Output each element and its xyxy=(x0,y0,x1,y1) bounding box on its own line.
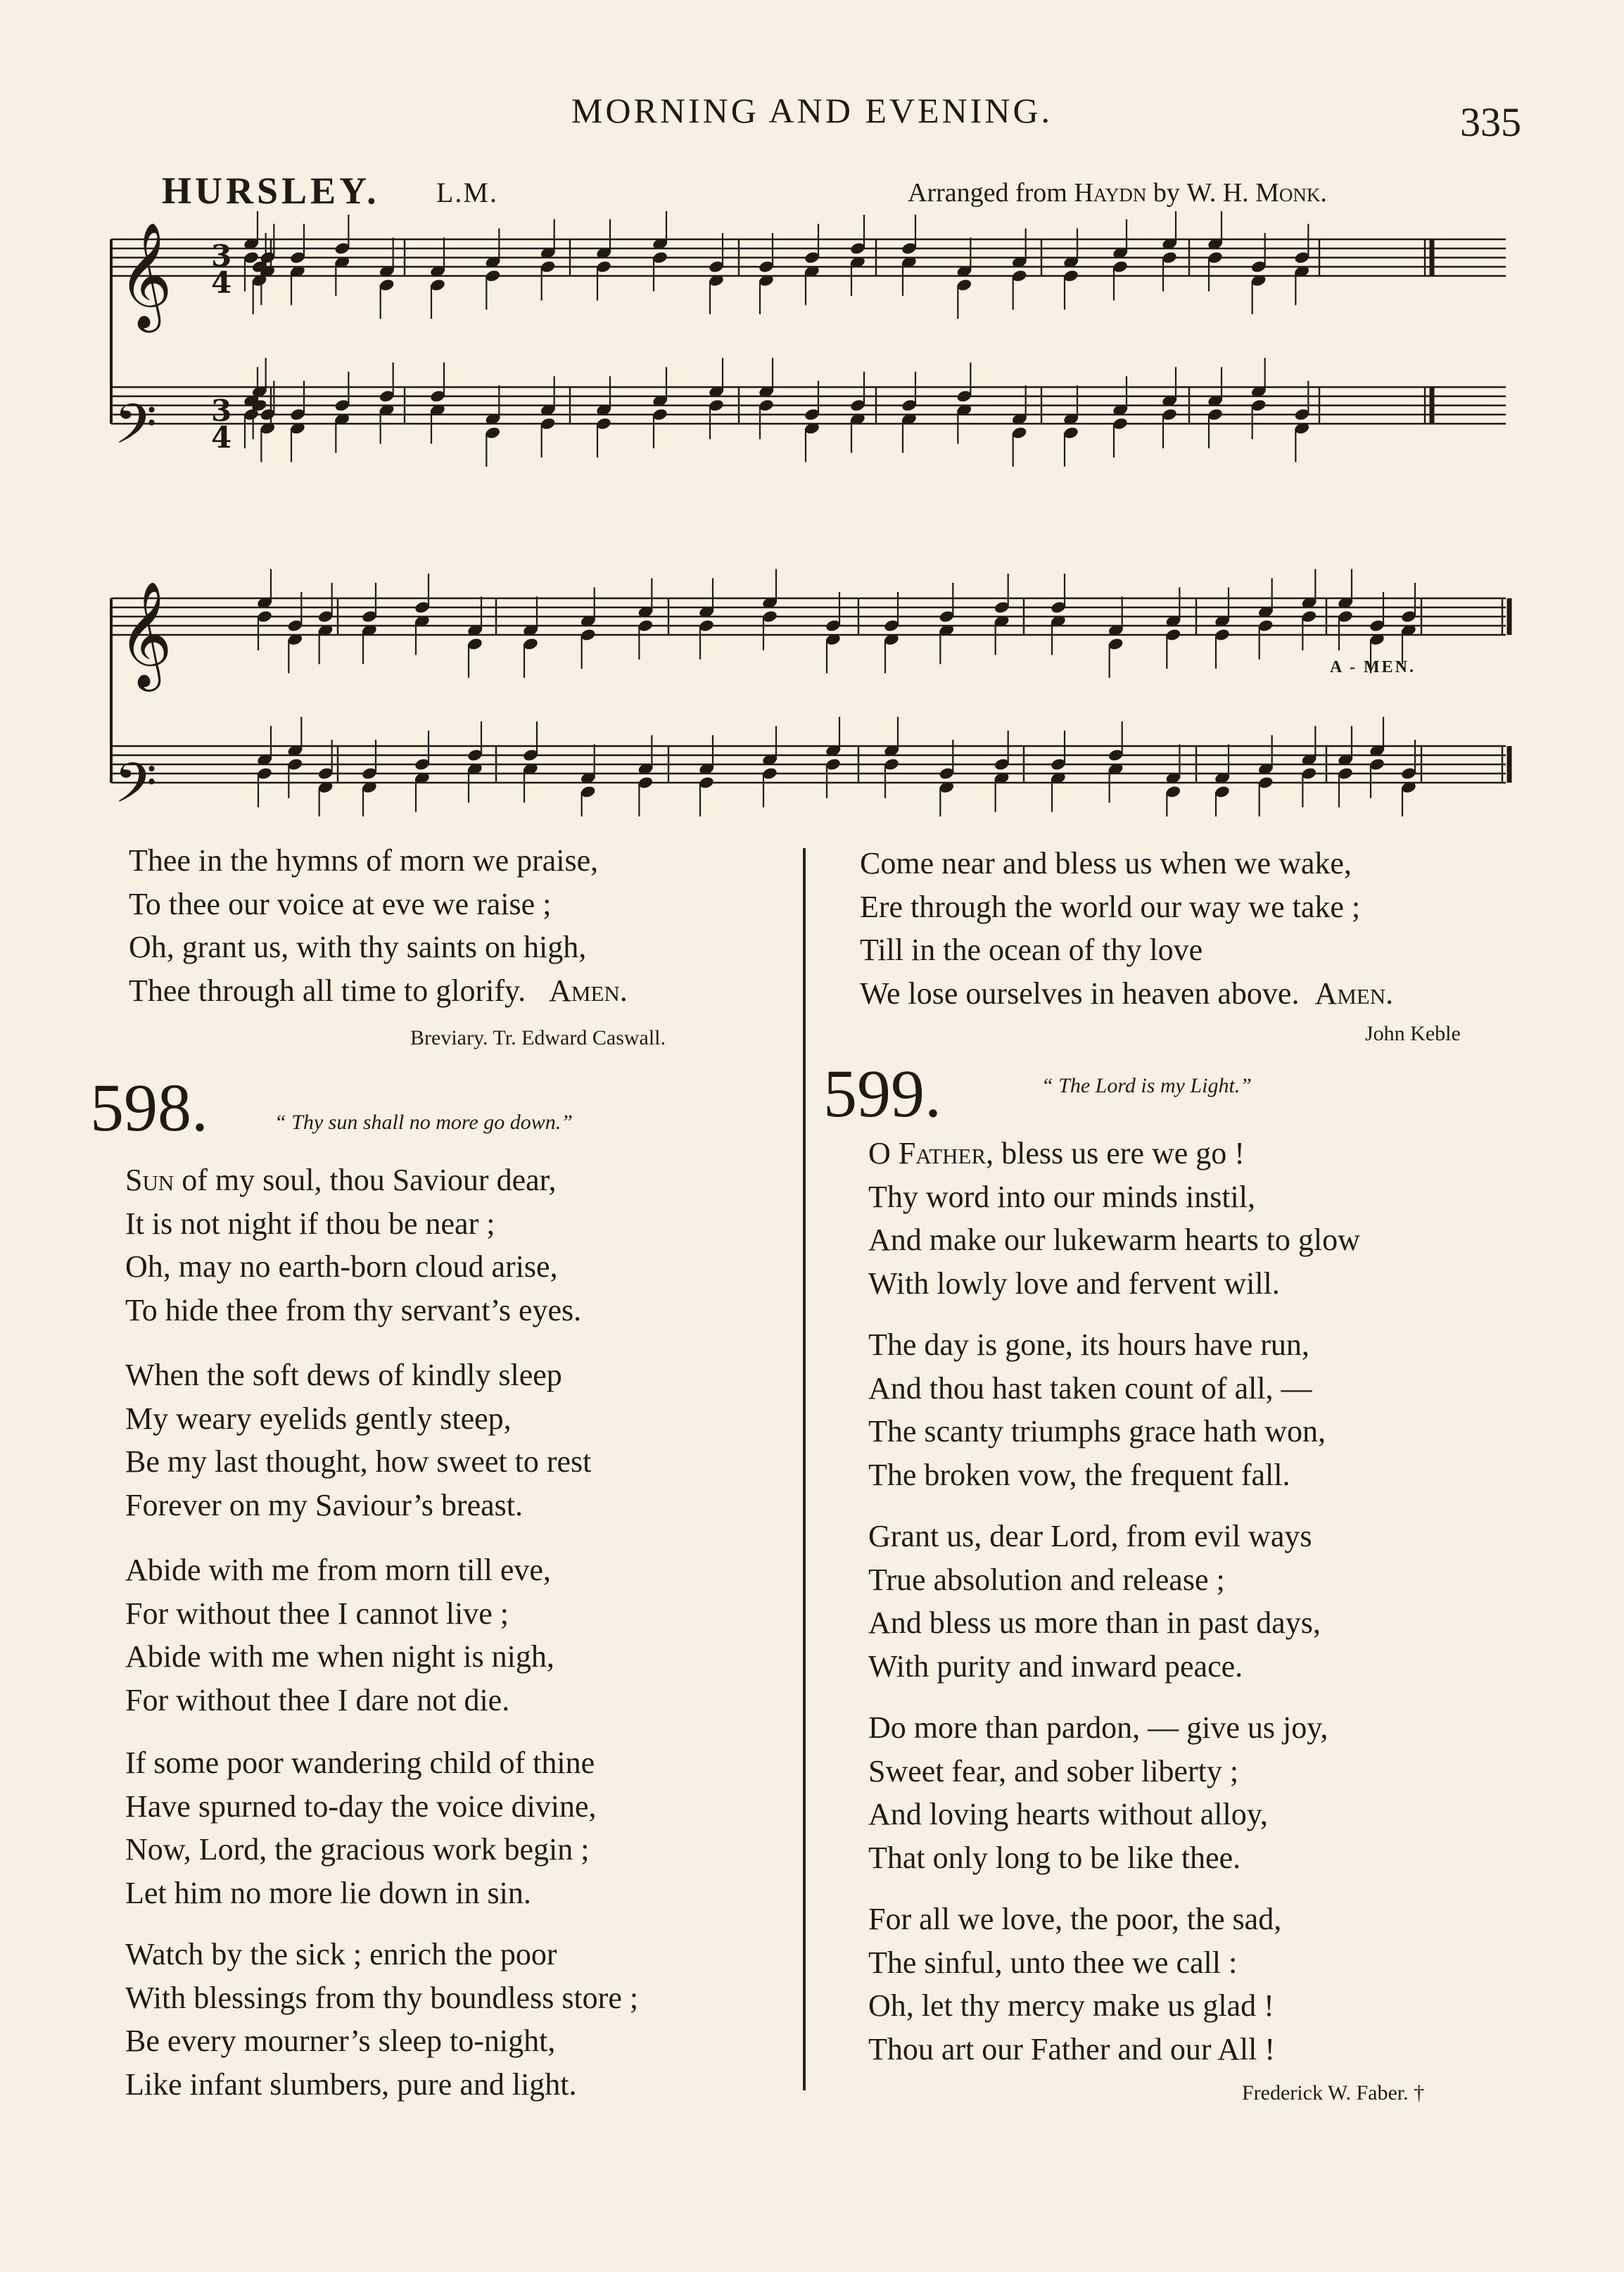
hymn-598-motto: “ Thy sun shall no more go down.” xyxy=(274,1111,573,1134)
tune-credit xyxy=(908,177,1327,208)
hymn-598-stanza-1: Sun of my soul, thou Saviour dear, It is not night if thou be near ; Oh, may no earth-born cloud arise, To hide thee from thy servant’s eyes. xyxy=(125,1163,582,1327)
hymn-598-stanza-2: When the soft dews of kindly sleep My weary eyelids gently steep, Be my last thought, how sweet to rest Forever on my Saviour’s breast. xyxy=(125,1358,592,1522)
hymn-598-stanza-4: If some poor wandering child of thine Have spurned to-day the voice divine, Now, Lord, the gracious work begin ; Let him no more lie down in sin. xyxy=(125,1746,597,1910)
hymn-598-number: 598. xyxy=(90,1070,208,1145)
hymn-598-stanza-5: Watch by the sick ; enrich the poor With blessings from thy boundless store ; Be every mourner’s sleep to-night, Like infant slumbers, pure and light. xyxy=(125,1937,639,2102)
column-divider xyxy=(803,848,806,2090)
svg-text:𝄞: 𝄞 xyxy=(118,221,172,328)
svg-text:3: 3 xyxy=(211,239,232,273)
time-signatures xyxy=(211,239,231,455)
svg-text:4: 4 xyxy=(211,420,232,455)
running-title: MORNING AND EVENING. xyxy=(571,91,1053,130)
clefs xyxy=(114,221,172,816)
svg-text:𝄞: 𝄞 xyxy=(118,580,172,687)
staff-lines xyxy=(111,239,1509,783)
page-number: 335 xyxy=(1460,99,1521,145)
hymn-598-stanza-3: Abide with me from morn till eve, For without thee I cannot live ; Abide with me when night is nigh, For without thee I dare not die. xyxy=(125,1553,554,1717)
hymn-599-attribution: Frederick W. Faber. † xyxy=(1242,2081,1425,2104)
svg-text:4: 4 xyxy=(211,265,232,300)
composer: Haydn xyxy=(1074,178,1147,208)
hymn-tune-score xyxy=(106,211,1527,816)
svg-text:3: 3 xyxy=(211,393,232,428)
hymn-597-attribution: Breviary. Tr. Edward Caswall. xyxy=(410,1026,666,1049)
by-word: by xyxy=(1153,178,1180,208)
hymn-597-continued-attribution: John Keble xyxy=(1365,1022,1461,1045)
svg-text:𝄢: 𝄢 xyxy=(114,752,158,816)
hymn-597-ending: Thee in the hymns of morn we praise, To thee our voice at eve we raise ; Oh, grant us, with thy saints on high, Thee through all time to glorify. Amen. xyxy=(129,843,628,1008)
arranger: W. H. Monk. xyxy=(1186,178,1327,208)
hymn-599-stanza-3: Grant us, dear Lord, from evil ways True absolution and release ; And bless us more than in past days, With purity and inward peace. xyxy=(868,1519,1321,1684)
hymn-599-stanza-5: For all we love, the poor, the sad, The sinful, unto thee we call : Oh, let thy mercy make us glad ! Thou art our Father and our All ! xyxy=(868,1902,1282,2066)
hymn-599-stanza-2: The day is gone, its hours have run, And thou hast taken count of all, — The scanty triumphs grace hath won, The broken vow, the frequent fall. xyxy=(868,1327,1326,1492)
hymn-597-continued: Come near and bless us when we wake, Ere through the world our way we take ; Till in the ocean of thy love We lose ourselves in heaven above. Amen. xyxy=(860,846,1394,1011)
tune-meter: L.M. xyxy=(436,177,498,208)
hymn-599-stanza-4: Do more than pardon, — give us joy, Sweet fear, and sober liberty ; And loving hearts without alloy, That only long to be like thee. xyxy=(868,1710,1328,1875)
hymn-599-stanza-1: O Father, bless us ere we go ! Thy word into our minds instil, And make our lukewarm hearts to glow With lowly love and fervent will. xyxy=(868,1136,1360,1301)
tune-name: HURSLEY. xyxy=(162,170,380,212)
hymn-599-number: 599. xyxy=(823,1056,941,1131)
hymn-599-motto: “ The Lord is my Light.” xyxy=(1041,1074,1252,1097)
arranged-prefix: Arranged from xyxy=(908,178,1067,208)
amen-label: A - MEN. xyxy=(1330,658,1416,676)
notes xyxy=(243,211,1417,816)
svg-text:𝄢: 𝄢 xyxy=(114,393,158,470)
